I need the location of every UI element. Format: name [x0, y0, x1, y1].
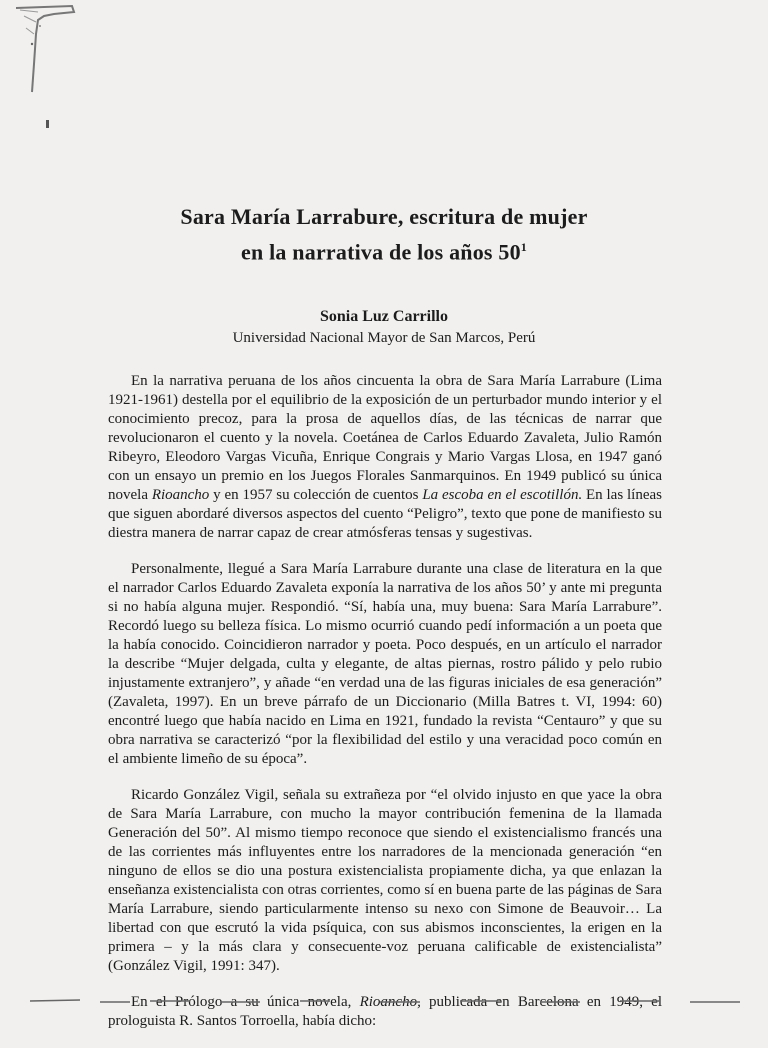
title-line-1: Sara María Larrabure, escritura de mujer [180, 204, 588, 229]
author-affiliation: Universidad Nacional Mayor de San Marcos, Perú [232, 330, 536, 346]
scan-artifact-bottom-edge [0, 996, 768, 1006]
author-name: Sonia Luz Carrillo [319, 308, 448, 325]
paragraph-text: En las líneas que siguen abordaré diversos aspectos del cuento “Peligro”, texto que pone de manifiesto su diestra manera de narrar capaz de crear atmósferas tensas y sugestivas. [108, 487, 662, 541]
article-body [108, 372, 662, 1048]
paragraph-text: En la narrativa peruana de los años cincuenta la obra de Sara María Larrabure (Lima 1921-1961) destella por el equilibrio de la exposición de un perturbador mundo interior y el conocimiento precoz, para la prosa de aquellos días, de las técnicas de narrar que revolucionaron el cuento y la novela. Coetánea de Carlos Eduardo Zavaleta, Julio Ramón Ribeyro, Eleodoro Vargas Vicuña, Enrique Congrais y Mario Vargas Llosa, en 1947 ganó con un ensayo un premio en los Juegos Florales Sanmarquinos. En 1949 publicó su única novela [108, 373, 662, 503]
title-footnote-marker: 1 [520, 240, 527, 254]
paragraph-text: En el Prólogo a su única novela, [131, 994, 360, 1010]
scan-speck [46, 120, 49, 128]
article-title [0, 202, 768, 267]
paragraph-text: y en 1957 su colección de cuentos [209, 487, 423, 503]
body-paragraph [108, 372, 662, 543]
paragraph-text: Personalmente, llegué a Sara María Larrabure durante una clase de literatura en la que el narrador Carlos Eduardo Zavaleta exponía la narrativa de los años 50’ y ante mi pregunta si no había alguna mujer. Respondió. “Sí, había una, muy buena: Sara María Larrabure”. Recordó luego su belleza física. Lo mismo ocurrió cuando pedí información a un poeta que la había conocido. Coincidieron narrador y poeta. Poco después, en un artículo el narrador la describe “Mujer delgada, culta y elegante, de altas piernas, rostro pálido y pelo rubio injustamente extranjero”, y añade “en verdad una de las figuras iniciales de esa generación” (Zavaleta, 1997). En un breve párrafo de un Diccionario (Milla Batres t. VI, 1994: 60) encontré luego que había nacido en Lima en 1921, fundado la revista “Centauro” y que su obra narrativa se caracterizó “por la flexibilidad del estilo y una veracidad poco común en el ambiente limeño de su época”. [108, 561, 662, 767]
title-line-2: en la narrativa de los años 50 [241, 239, 521, 265]
body-paragraph [108, 786, 662, 976]
paragraph-text: Ricardo González Vigil, señala su extrañeza por “el olvido injusto en que yace la obra de Sara María Larrabure, con mucho la mayor contribución femenina de la llamada Generación del 50”. Al mismo tiempo reconoce que siendo el existencialismo francés una de las corrientes más influyentes entre los narradores de la mencionada generación “en ninguno de ellos se dio una postura existencialista propiamente dicha, ya que enlazan la enseñanza existencialista con otras corrientes, como sí en buena parte de las páginas de Sara María Larrabure, siendo particularmente intenso su nexo con Simone de Beauvoir… La libertad con que escrutó la vida psíquica, con sus abismos inconscientes, la erigen en la primera – y la más clara y consecuente-voz peruana calificable de existencialista” (González Vigil, 1991: 347). [108, 787, 662, 974]
body-paragraph [108, 560, 662, 769]
scan-artifact-corner [14, 4, 84, 94]
paragraph-text: publicada en Barcelona en 1949, el prologuista R. Santos Torroella, había dicho: [108, 994, 662, 1029]
italic-title-reference: La escoba en el escotillón. [422, 487, 583, 503]
italic-title-reference: Rioancho [151, 487, 210, 503]
italic-title-reference: Rioancho, [359, 994, 421, 1010]
